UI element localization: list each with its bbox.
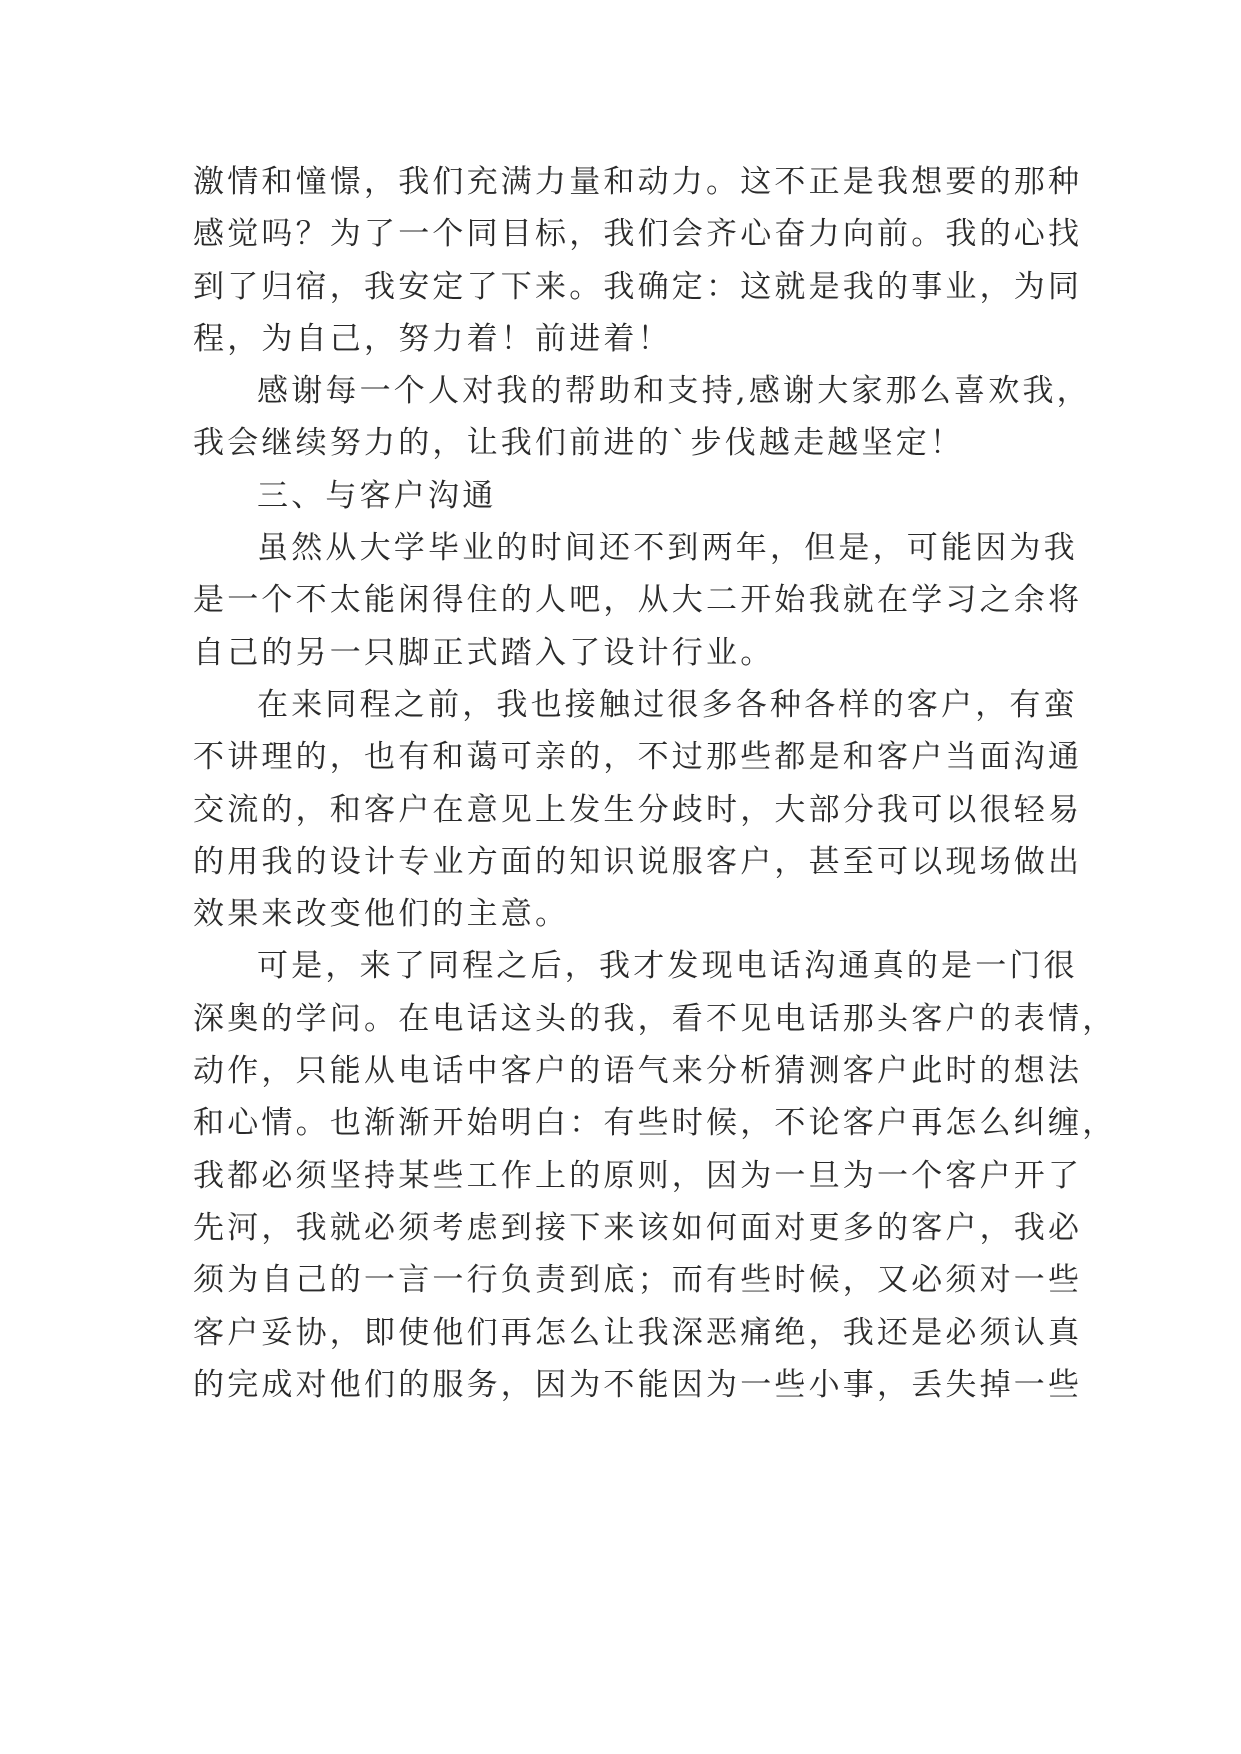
text-line: 的用我的设计专业方面的知识说服客户，甚至可以现场做出 — [193, 843, 1083, 880]
text-line: 动作，只能从电话中客户的语气来分析猜测客户此时的想法 — [193, 1053, 1083, 1090]
paragraph-first-line: 感谢每一个人对我的帮助和支持,感谢大家那么喜欢我， — [257, 373, 1091, 410]
text-line: 感觉吗？为了一个同目标，我们会齐心奋力向前。我的心找 — [193, 216, 1083, 253]
text-line: 深奥的学问。在电话这头的我，看不见电话那头客户的表情， — [193, 1000, 1117, 1037]
text-line: 的完成对他们的服务，因为不能因为一些小事，丢失掉一些 — [193, 1366, 1083, 1403]
text-line: 我都必须坚持某些工作上的原则，因为一旦为一个客户开了 — [193, 1157, 1083, 1194]
text-line: 到了归宿，我安定了下来。我确定：这就是我的事业，为同 — [193, 268, 1083, 305]
text-line: 是一个不太能闲得住的人吧，从大二开始我就在学习之余将 — [193, 582, 1083, 619]
text-line: 交流的，和客户在意见上发生分歧时，大部分我可以很轻易 — [193, 791, 1083, 828]
document-body — [193, 156, 1117, 1411]
text-line: 客户妥协，即使他们再怎么让我深恶痛绝，我还是必须认真 — [193, 1314, 1083, 1351]
text-line: 和心情。也渐渐开始明白：有些时候，不论客户再怎么纠缠， — [193, 1105, 1117, 1142]
text-line: 激情和憧憬，我们充满力量和动力。这不正是我想要的那种 — [193, 164, 1083, 200]
section-heading: 三、与客户沟通 — [257, 477, 497, 514]
text-line: 不讲理的，也有和蔼可亲的，不过那些都是和客户当面沟通 — [193, 739, 1083, 776]
paragraph-first-line: 可是，来了同程之后，我才发现电话沟通真的是一门很 — [257, 948, 1078, 985]
text-line: 效果来改变他们的主意。 — [193, 896, 570, 933]
text-line: 程，为自己，努力着！前进着！ — [193, 320, 672, 357]
text-line: 须为自己的一言一行负责到底；而有些时候，又必须对一些 — [193, 1262, 1083, 1299]
paragraph-first-line: 虽然从大学毕业的时间还不到两年，但是，可能因为我 — [257, 530, 1078, 567]
paragraph-first-line: 在来同程之前，我也接触过很多各种各样的客户，有蛮 — [257, 686, 1078, 723]
text-line: 自己的另一只脚正式踏入了设计行业。 — [193, 634, 775, 671]
text-line: 先河，我就必须考虑到接下来该如何面对更多的客户，我必 — [193, 1209, 1083, 1246]
text-line: 我会继续努力的，让我们前进的`步伐越走越坚定！ — [193, 425, 965, 462]
